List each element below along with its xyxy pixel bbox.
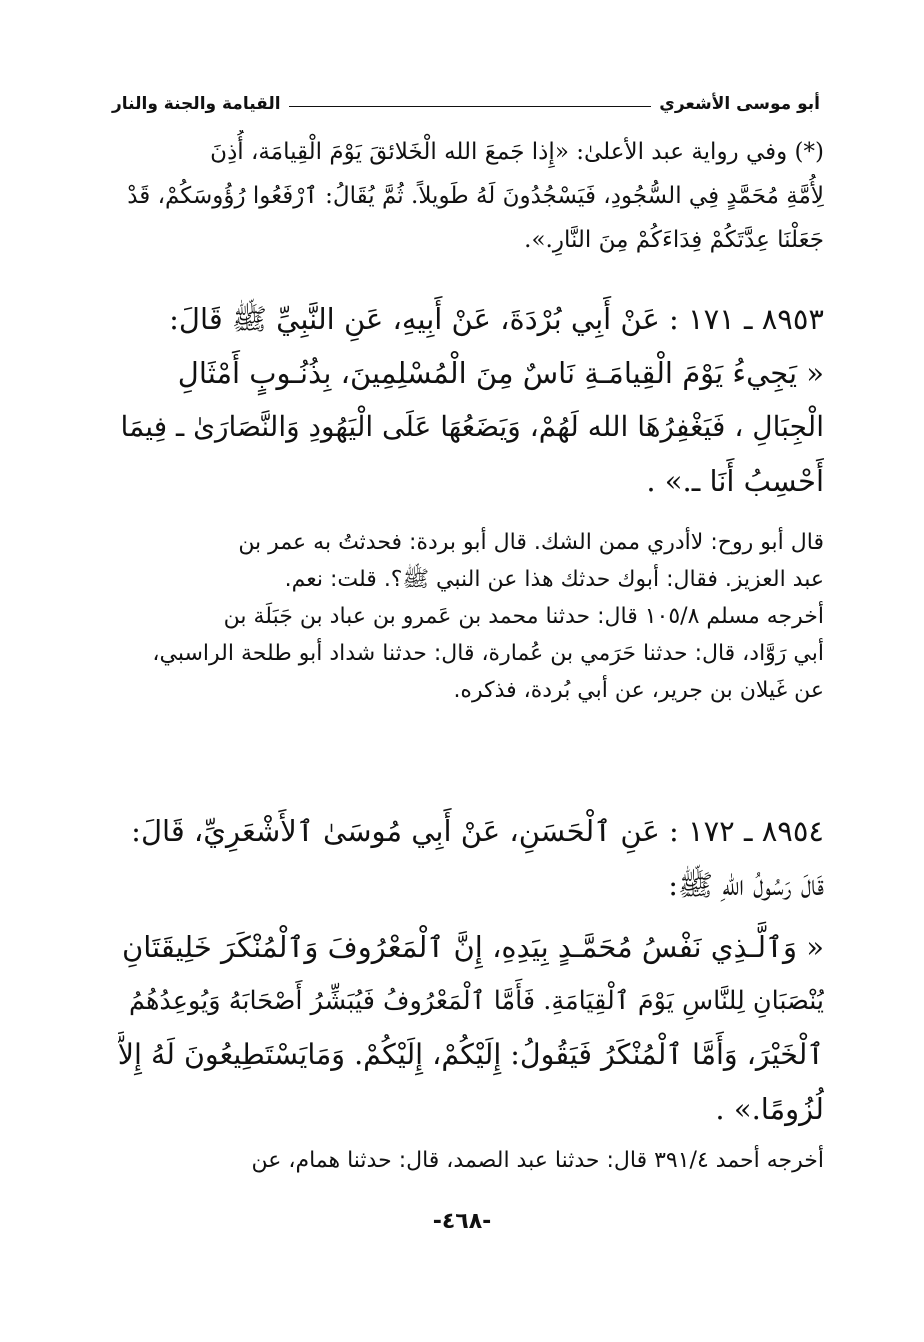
hadith-text-line: أَحْسِبُ أَنَا ـ.» . — [646, 464, 824, 498]
hadith-8954 — [118, 804, 824, 1136]
commentary-line: عبد العزيز. فقال: أبوك حدثك هذا عن النبي ﷺ؟. قلت: نعم. — [284, 567, 824, 592]
hadith-heading: ٨٩٥٣ ـ ١٧١ : عَنْ أَبِي بُرْدَةَ، عَنْ أَبِيهِ، عَنِ النَّبِيِّ ﷺ قَالَ: — [169, 302, 824, 336]
commentary-line: أخرجه مسلم ١٠٥/٨ قال: حدثنا محمد بن عَمرو بن عباد بن جَبَلَة بن — [223, 604, 824, 629]
running-header — [112, 84, 820, 114]
hadith-text-line: لُزُومًا.» . — [715, 1092, 824, 1126]
commentary-line: أخرجه أحمد ٣٩١/٤ قال: حدثنا عبد الصمد، قال: حدثنا همام، عن — [251, 1148, 824, 1173]
page-number: -٤٦٨- — [432, 1209, 492, 1234]
hadith-8953-commentary — [118, 524, 824, 709]
commentary-line: أبي رَوَّاد، قال: حدثنا حَرَمي بن عُمارة، قال: حدثنا شداد أبو طلحة الراسبي، — [152, 641, 824, 666]
text-line: (*) وفي رواية عبد الأعلىٰ: «إِذا جَمعَ الله الْخَلائقَ يَوْمَ الْقِيامَة، أُذِنَ — [210, 139, 824, 165]
commentary-line: عن غَيلان بن جرير، عن أبي بُردة، فذكره. — [453, 678, 824, 703]
hadith-heading: قَالَ رَسُولُ اللهِ ﷺ: — [668, 868, 824, 902]
hadith-text-line: ٱلْخَيْرَ، وَأَمَّا ٱلْمُنْكَرُ فَيَقُولُ: إِلَيْكُمْ، إِلَيْكُمْ. وَمَايَسْتَطِيعُونَ لَهُ إِلاَّ — [118, 1038, 824, 1071]
hadith-text-line: « وَٱلَّـذِي نَفْسُ مُحَمَّـدٍ بِيَدِهِ، إِنَّ ٱلْمَعْرُوفَ وَٱلْمُنْكَرَ خَلِيقَتَانِ — [122, 930, 824, 964]
commentary-line: قال أبو روح: لاأدري ممن الشك. قال أبو بردة: فحدثتُ به عمر بن — [238, 530, 824, 555]
hadith-8953 — [118, 292, 824, 508]
text-line: لِأُمَّةِ مُحَمَّدٍ فِي السُّجُودِ، فَيَسْجُدُونَ لَهُ طَويلاً. ثُمَّ يُقَالُ: ٱرْفَعُوا رُؤُوسَكُمْ، قَدْ — [127, 183, 824, 209]
hadith-text-line: يُنْصَبَانِ لِلنَّاسِ يَوْمَ ٱلْقِيَامَةِ. فَأَمَّا ٱلْمَعْرُوفُ فَيُبَشِّرُ أَصْحَابَهُ وَيُوعِدُهُمُ — [128, 986, 824, 1016]
text-line: جَعَلْنَا عِدَّتَكُمْ فِدَاءَكُمْ مِنَ النَّارِ.». — [524, 227, 824, 253]
hadith-8954-commentary — [118, 1142, 824, 1179]
header-rule — [289, 106, 652, 107]
footnote-abd-al-ala — [118, 130, 824, 262]
hadith-heading: ٨٩٥٤ ـ ١٧٢ : عَنِ ٱلْحَسَنِ، عَنْ أَبِي مُوسَىٰ ٱلأَشْعَرِيِّ، قَالَ: — [131, 814, 824, 848]
chapter-title: أبو موسى الأشعري — [659, 94, 820, 114]
book-title: القيامة والجنة والنار — [112, 94, 281, 114]
hadith-text-line: « يَجِيءُ يَوْمَ الْقِيامَـةِ نَاسٌ مِنَ الْمُسْلِمِينَ، بِذُنُـوبٍ أَمْثَالِ — [177, 356, 824, 390]
hadith-text-line: الْجِبَالِ ، فَيَغْفِرُهَا الله لَهُمْ، وَيَضَعُهَا عَلَى الْيَهُودِ وَالنَّصَارَىٰ ـ فِيمَا — [120, 410, 824, 443]
